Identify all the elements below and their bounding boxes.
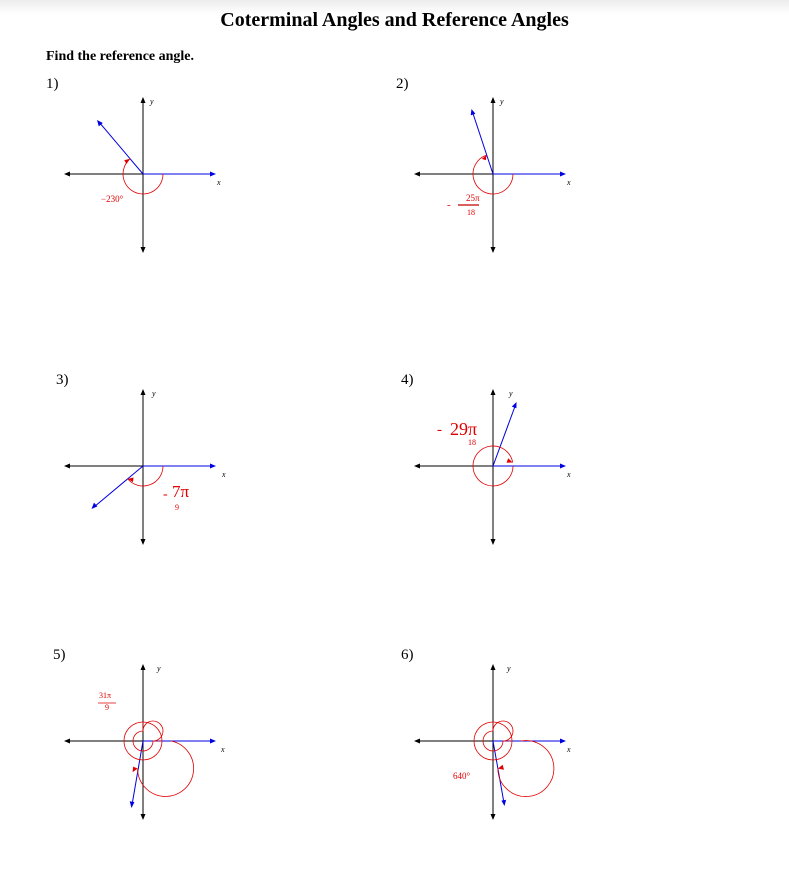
y-axis-label: y <box>150 97 154 106</box>
arrowhead-icon <box>491 389 496 395</box>
angle-denominator: 9 <box>175 503 179 512</box>
arrowhead-icon <box>491 539 496 545</box>
y-axis-label: y <box>507 664 511 673</box>
y-axis-label: y <box>152 389 156 398</box>
angle-label: −230° <box>101 194 124 204</box>
problem-number: 4) <box>401 372 414 388</box>
x-axis-label: x <box>221 745 225 754</box>
arrowhead-icon <box>141 247 146 253</box>
arrowhead-icon <box>210 464 216 469</box>
arrowhead-icon <box>512 402 517 408</box>
arrowhead-icon <box>141 814 146 820</box>
x-axis-label: x <box>217 178 221 187</box>
arrowhead-icon <box>64 464 70 469</box>
arrowhead-icon <box>414 172 420 177</box>
problem-number: 6) <box>401 647 414 663</box>
arrowhead-icon <box>498 765 504 770</box>
arrowhead-icon <box>64 739 70 744</box>
terminal-ray <box>99 122 143 174</box>
arrowhead-icon <box>210 739 216 744</box>
arrowhead-icon <box>92 503 98 509</box>
arrowhead-icon <box>133 767 138 773</box>
angle-arc <box>128 466 163 486</box>
angle-sign: - <box>163 487 168 502</box>
instructions: Find the reference angle. <box>46 49 195 64</box>
arrowhead-icon <box>491 664 496 670</box>
arrowhead-icon <box>491 247 496 253</box>
arrowhead-icon <box>560 739 566 744</box>
x-axis-label: x <box>222 470 226 479</box>
terminal-ray <box>493 741 504 803</box>
arrowhead-icon <box>64 172 70 177</box>
angle-numerator: 7π <box>172 482 190 501</box>
angle-numerator: 31π <box>99 691 112 700</box>
arrowhead-icon <box>491 814 496 820</box>
arrowhead-icon <box>141 664 146 670</box>
terminal-ray <box>94 466 143 507</box>
arrowhead-icon <box>210 172 216 177</box>
y-axis-label: y <box>500 97 504 106</box>
x-axis-label: x <box>567 178 571 187</box>
arrowhead-icon <box>130 801 135 808</box>
angle-numerator: 25π <box>466 193 480 203</box>
worksheet-title: Coterminal Angles and Reference Angles <box>220 9 569 31</box>
arrowhead-icon <box>414 739 420 744</box>
arrowhead-icon <box>560 464 566 469</box>
angle-denominator: 18 <box>467 208 475 217</box>
arrowhead-icon <box>141 389 146 395</box>
x-axis-label: x <box>567 745 571 754</box>
problem-number: 2) <box>396 76 409 92</box>
y-axis-label: y <box>509 389 513 398</box>
problem-number: 1) <box>46 76 59 92</box>
angle-spiral <box>124 721 194 796</box>
y-axis-label: y <box>157 664 161 673</box>
angle-sign: - <box>437 422 442 438</box>
angle-spiral <box>474 721 554 797</box>
arrowhead-icon <box>560 172 566 177</box>
angle-label: 640° <box>453 771 471 781</box>
arrowhead-icon <box>414 464 420 469</box>
angle-numerator: 29π <box>450 419 478 439</box>
angle-sign: - <box>447 199 451 211</box>
arrowhead-icon <box>501 800 506 806</box>
x-axis-label: x <box>567 470 571 479</box>
arrowhead-icon <box>124 159 130 164</box>
problem-number: 5) <box>53 647 66 663</box>
arrowhead-icon <box>141 539 146 545</box>
angle-denominator: 9 <box>105 703 109 712</box>
terminal-ray <box>493 405 516 466</box>
arrowhead-icon <box>471 109 476 115</box>
problem-number: 3) <box>56 372 69 388</box>
arrowhead-icon <box>491 97 496 103</box>
arrowhead-icon <box>141 97 146 103</box>
angle-denominator: 18 <box>468 438 476 447</box>
